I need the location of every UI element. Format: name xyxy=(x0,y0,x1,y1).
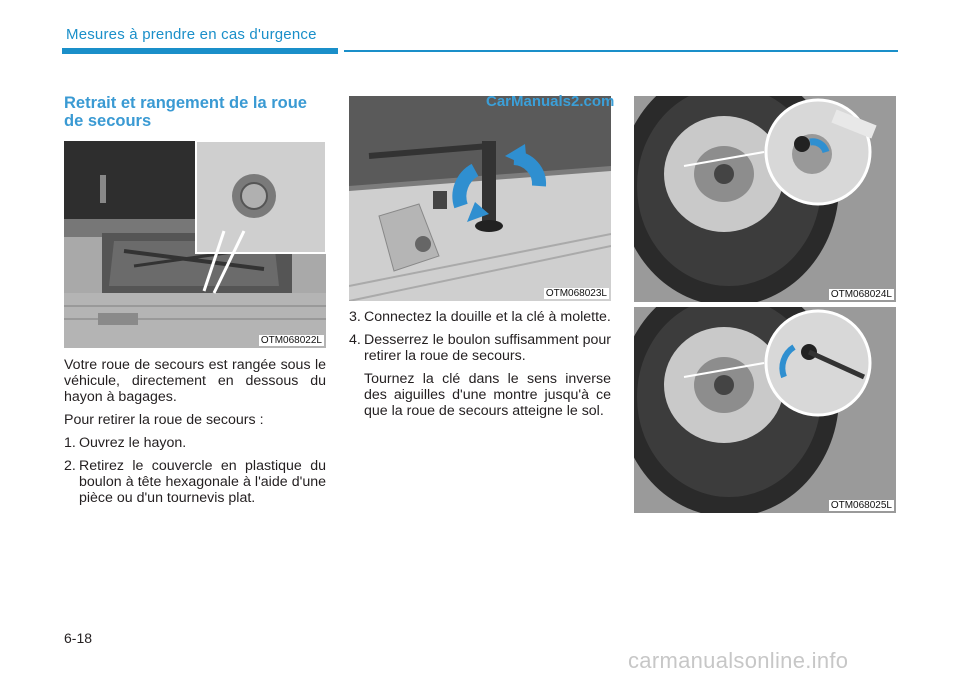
chapter-title: Mesures à prendre en cas d'urgence xyxy=(66,26,317,43)
step-number: 1. xyxy=(64,435,76,451)
page-number: 6-18 xyxy=(64,630,93,646)
header-rule-thick xyxy=(62,48,338,54)
figure-spare-tire-1 xyxy=(634,96,896,302)
step-number: 4. xyxy=(349,332,361,348)
list-item xyxy=(349,309,611,325)
list-item xyxy=(349,332,611,364)
step-number: 3. xyxy=(349,309,361,325)
figure-code: OTM068024L xyxy=(830,289,892,300)
figure-code: OTM068022L xyxy=(260,335,322,346)
tire-illustration-1 xyxy=(634,96,896,302)
tire-illustration-2 xyxy=(634,307,896,513)
figure-code: OTM068025L xyxy=(830,500,892,511)
footer-watermark: carmanualsonline.info xyxy=(628,648,849,673)
step-text: Desserrez le boulon suffisamment pour retirer la roue de secours. xyxy=(364,332,611,364)
trunk-illustration xyxy=(64,141,326,348)
step-text: Ouvrez le hayon. xyxy=(79,435,187,451)
list-item xyxy=(64,435,326,451)
figure-trunk-cover xyxy=(64,141,326,348)
lead-paragraph: Pour retirer la roue de secours : xyxy=(64,412,264,428)
figure-socket-wrench xyxy=(349,96,611,301)
socket-illustration xyxy=(349,96,611,301)
column-2-text xyxy=(349,309,611,426)
figure-spare-tire-2 xyxy=(634,307,896,513)
step-number: 2. xyxy=(64,458,76,474)
header-rule-thin xyxy=(344,50,898,52)
column-1-text xyxy=(64,357,326,513)
step-text: Retirez le couvercle en plastique du boulon à tête hexagonale à l'aide d'une pièce ou d'un tournevis plat. xyxy=(79,458,326,506)
top-watermark: CarManuals2.com xyxy=(486,93,615,110)
section-heading: Retrait et rangement de la roue de secours xyxy=(64,94,307,130)
step-4-note: Tournez la clé dans le sens inverse des aiguilles d'une montre jusqu'à ce que la roue de secours atteigne le sol. xyxy=(364,371,611,419)
figure-code: OTM068023L xyxy=(545,288,607,299)
step-text: Connectez la douille et la clé à molette. xyxy=(364,309,611,325)
list-item xyxy=(64,458,326,506)
intro-paragraph: Votre roue de secours est rangée sous le véhicule, directement en dessous du hayon à bagages. xyxy=(64,357,326,405)
